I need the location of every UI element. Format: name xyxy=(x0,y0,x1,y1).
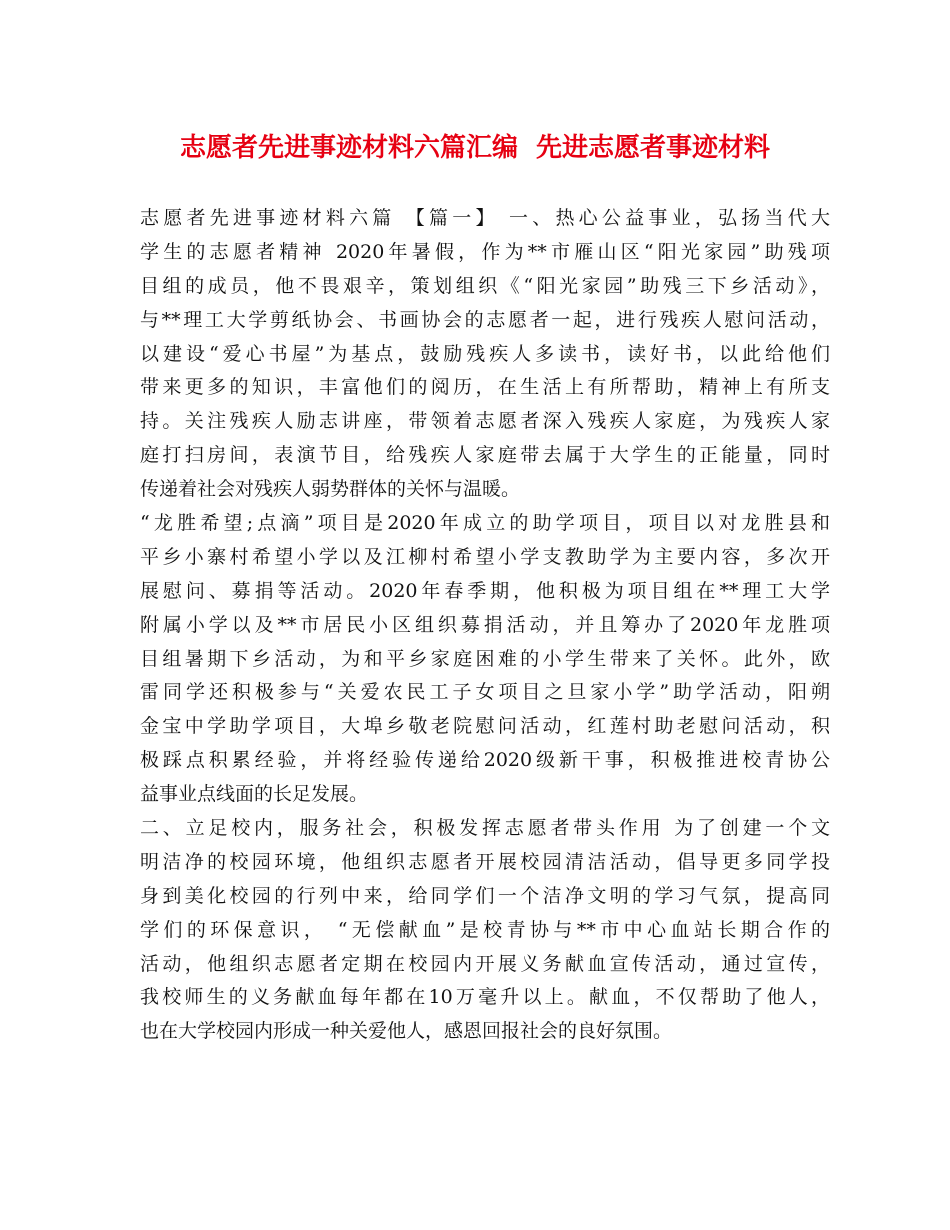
text-line: 附属小学以及**市居民小区组织募捐活动，并且筹办了2020年龙胜项 xyxy=(140,613,830,636)
text-line: 极踩点积累经验，并将经验传递给2020级新干事，积极推进校青协公 xyxy=(140,749,830,772)
text-line: 带来更多的知识，丰富他们的阅历，在生活上有所帮助，精神上有所支 xyxy=(140,376,830,399)
document-title: 志愿者先进事迹材料六篇汇编 先进志愿者事迹材料 xyxy=(179,133,771,163)
text-line: 目组的成员，他不畏艰辛，策划组织《“阳光家园”助残三下乡活动》， xyxy=(140,274,830,297)
text-line: 展慰问、募捐等活动。2020年春季期，他积极为项目组在**理工大学 xyxy=(140,579,830,602)
text-line: 与**理工大学剪纸协会、书画协会的志愿者一起，进行残疾人慰问活动， xyxy=(140,308,830,331)
text-line: 也在大学校园内形成一种关爱他人，感恩回报社会的良好氛围。 xyxy=(140,1020,673,1043)
text-line: 平乡小寨村希望小学以及江柳村希望小学支教助学为主要内容，多次开 xyxy=(140,545,830,568)
text-line: 以建设“爱心书屋”为基点，鼓励残疾人多读书，读好书，以此给他们 xyxy=(140,342,830,365)
text-line: 传递着社会对残疾人弱势群体的关怀与温暖。 xyxy=(140,478,521,501)
text-line: 明洁净的校园环境，他组织志愿者开展校园清洁活动，倡导更多同学投 xyxy=(140,850,830,873)
text-line: 身到美化校园的行列中来，给同学们一个洁净文明的学习气氛，提高同 xyxy=(140,884,830,907)
text-line: 二、立足校内，服务社会，积极发挥志愿者带头作用 为了创建一个文 xyxy=(140,817,830,840)
text-line: 目组暑期下乡活动，为和平乡家庭困难的小学生带来了关怀。此外，欧 xyxy=(140,647,830,670)
text-line: 我校师生的义务献血每年都在10万毫升以上。献血，不仅帮助了他人， xyxy=(140,986,830,1009)
text-line: 学生的志愿者精神 2020年暑假，作为**市雁山区“阳光家园”助残项 xyxy=(140,240,830,263)
document-body xyxy=(140,202,830,1049)
text-line: 志愿者先进事迹材料六篇 【篇一】 一、热心公益事业，弘扬当代大 xyxy=(140,207,830,229)
text-line: “龙胜希望;点滴”项目是2020年成立的助学项目，项目以对龙胜县和 xyxy=(140,512,830,535)
text-line: 持。关注残疾人励志讲座，带领着志愿者深入残疾人家庭，为残疾人家 xyxy=(140,410,830,433)
text-line: 学们的环保意识， “无偿献血”是校青协与**市中心血站长期合作的 xyxy=(140,918,830,941)
text-line: 金宝中学助学项目，大埠乡敬老院慰问活动，红莲村助老慰问活动，积 xyxy=(140,715,830,738)
text-line: 活动，他组织志愿者定期在校园内开展义务献血宣传活动，通过宣传， xyxy=(140,952,830,975)
text-line: 益事业点线面的长足发展。 xyxy=(140,783,369,806)
text-line: 庭打扫房间，表演节目，给残疾人家庭带去属于大学生的正能量，同时 xyxy=(140,444,830,467)
text-line: 雷同学还积极参与“关爱农民工子女项目之旦家小学”助学活动，阳朔 xyxy=(140,681,830,704)
